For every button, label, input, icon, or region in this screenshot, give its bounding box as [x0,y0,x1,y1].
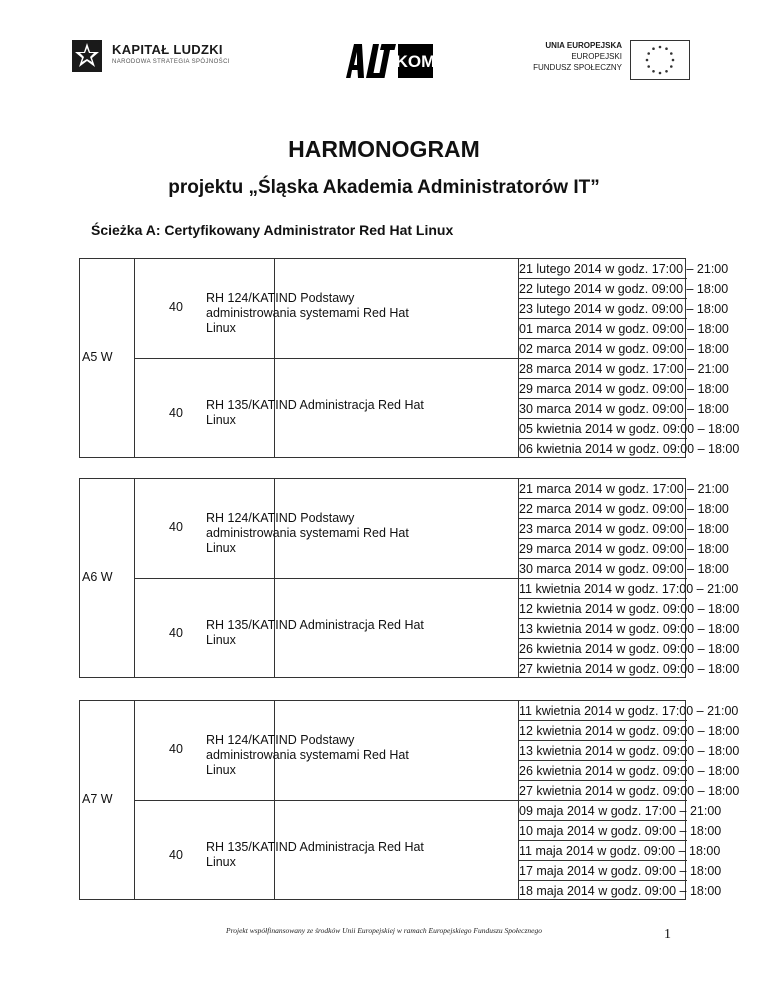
date-row: 29 marca 2014 w godz. 09:00 – 18:00 [519,379,687,399]
course-hours: 40 [169,626,183,640]
date-row: 05 kwietnia 2014 w godz. 09:00 – 18:00 [519,419,687,439]
date-row: 02 marca 2014 w godz. 09:00 – 18:00 [519,339,687,359]
date-row: 23 marca 2014 w godz. 09:00 – 18:00 [519,519,687,539]
date-row: 06 kwietnia 2014 w godz. 09:00 – 18:00 [519,442,740,456]
course-hours: 40 [169,742,183,756]
date-row: 27 kwietnia 2014 w godz. 09:00 – 18:00 [519,781,687,801]
date-row: 30 marca 2014 w godz. 09:00 – 18:00 [519,399,687,419]
date-row: 29 marca 2014 w godz. 09:00 – 18:00 [519,539,687,559]
course-name: RH 124/KATIND Podstawy administrowania systemami Red Hat Linux [206,511,409,555]
kapital-ludzki-title: KAPITAŁ LUDZKI [112,42,223,57]
eu-flag-icon [630,40,690,80]
group-label: A5 W [82,350,113,364]
svg-text:KOM: KOM [395,52,436,71]
ue-line3: FUNDUSZ SPOŁECZNY [533,63,622,72]
date-row: 12 kwietnia 2014 w godz. 09:00 – 18:00 [519,721,687,741]
schedule-block-a7 [79,700,740,900]
dates-column [518,478,740,678]
course-hours: 40 [169,848,183,862]
course-hours: 40 [169,406,183,420]
eu-logo [533,40,690,84]
document-title: HARMONOGRAM [288,136,480,162]
date-row: 13 kwietnia 2014 w godz. 09:00 – 18:00 [519,741,687,761]
kapital-ludzki-subtitle: NARODOWA STRATEGIA SPÓJNOŚCI [112,59,230,65]
kapital-ludzki-star-icon [70,38,104,74]
date-row: 09 maja 2014 w godz. 17:00 – 21:00 [519,801,687,821]
course-name: RH 124/KATIND Podstawy administrowania systemami Red Hat Linux [206,733,409,777]
dates-column [518,700,740,900]
course-name: RH 135/KATIND Administracja Red Hat Linux [206,840,424,869]
schedule-block-a6 [79,478,740,678]
course-name: RH 135/KATIND Administracja Red Hat Linux [206,618,424,647]
date-row: 27 kwietnia 2014 w godz. 09:00 – 18:00 [519,662,740,676]
date-row: 21 lutego 2014 w godz. 17:00 – 21:00 [519,259,687,279]
course-name: RH 135/KATIND Administracja Red Hat Linux [206,398,424,427]
path-heading: Ścieżka A: Certyfikowany Administrator Red Hat Linux [91,222,454,238]
date-row: 28 marca 2014 w godz. 17:00 – 21:00 [519,359,687,379]
date-row: 11 kwietnia 2014 w godz. 17:00 – 21:00 [519,701,687,721]
group-label: A6 W [82,570,113,584]
date-row: 01 marca 2014 w godz. 09:00 – 18:00 [519,319,687,339]
course-hours: 40 [169,300,183,314]
date-row: 11 kwietnia 2014 w godz. 17:00 – 21:00 [519,579,687,599]
date-row: 30 marca 2014 w godz. 09:00 – 18:00 [519,559,687,579]
altkom-wordmark [346,44,435,78]
footer-note: Projekt współfinansowany ze środków Unii Europejskiej w ramach Europejskiego Funduszu Społecznego [226,926,542,935]
date-row: 11 maja 2014 w godz. 09:00 – 18:00 [519,841,687,861]
altkom-logo [340,40,440,82]
date-row: 17 maja 2014 w godz. 09:00 – 18:00 [519,861,687,881]
date-row: 10 maja 2014 w godz. 09:00 – 18:00 [519,821,687,841]
group-label: A7 W [82,792,113,806]
document-subtitle: projektu „Śląska Akademia Administratorów IT” [168,177,600,198]
dates-column [518,258,740,458]
date-row: 18 maja 2014 w godz. 09:00 – 18:00 [519,884,722,898]
date-row: 12 kwietnia 2014 w godz. 09:00 – 18:00 [519,599,687,619]
date-row: 26 kwietnia 2014 w godz. 09:00 – 18:00 [519,639,687,659]
course-name: RH 124/KATIND Podstawy administrowania systemami Red Hat Linux [206,291,409,335]
page-number: 1 [664,927,671,942]
date-row: 22 lutego 2014 w godz. 09:00 – 18:00 [519,279,687,299]
date-row: 26 kwietnia 2014 w godz. 09:00 – 18:00 [519,761,687,781]
kapital-ludzki-logo [70,34,240,78]
date-row: 13 kwietnia 2014 w godz. 09:00 – 18:00 [519,619,687,639]
date-row: 22 marca 2014 w godz. 09:00 – 18:00 [519,499,687,519]
ue-line2: EUROPEJSKI [571,52,622,61]
date-row: 23 lutego 2014 w godz. 09:00 – 18:00 [519,299,687,319]
schedule-block-a5 [79,258,740,458]
ue-line1: UNIA EUROPEJSKA [545,41,622,50]
date-row: 21 marca 2014 w godz. 17:00 – 21:00 [519,479,687,499]
course-hours: 40 [169,520,183,534]
